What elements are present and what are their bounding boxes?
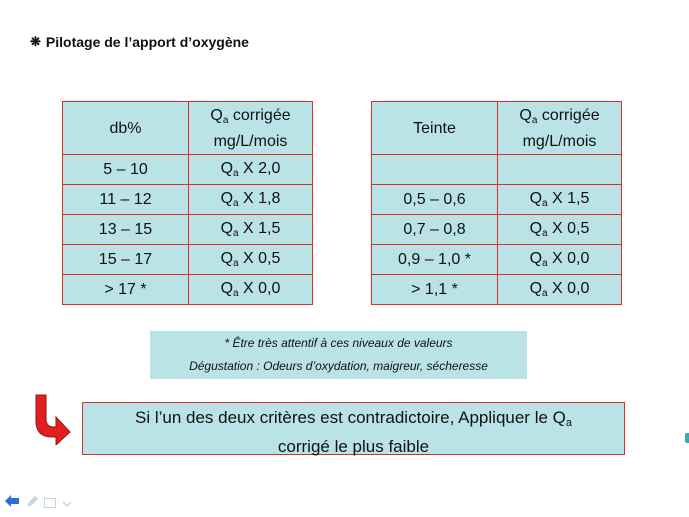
slide-nav-toolbar xyxy=(4,494,72,513)
range-cell xyxy=(372,155,498,185)
range-cell: > 17 * xyxy=(63,275,189,305)
table-row xyxy=(372,275,622,305)
note-line-2: Dégustation : Odeurs d’oxydation, maigreur, sécheresse xyxy=(189,359,488,373)
slide-title-text: Pilotage de l’apport d’oxygène xyxy=(45,34,249,50)
db-correction-table xyxy=(62,101,313,305)
curved-down-right-arrow-icon xyxy=(30,393,72,445)
asterisk-bullet-icon: ❋ xyxy=(30,34,41,49)
range-cell: 5 – 10 xyxy=(63,155,189,185)
table-row xyxy=(372,215,622,245)
slides-icon[interactable] xyxy=(44,495,56,513)
qa-cell: $Q_a$ X 0,0 xyxy=(498,275,622,305)
range-cell: 11 – 12 xyxy=(63,185,189,215)
qa-cell: $Q_a$ X 0,0 xyxy=(189,275,313,305)
warning-note xyxy=(150,331,527,379)
table-header-row xyxy=(63,102,313,155)
slide-edge-marker xyxy=(685,433,689,443)
range-cell: > 1,1 * xyxy=(372,275,498,305)
header-db: db% xyxy=(63,102,189,155)
header-qa-corrigee: $Q_a$ corrigée mg/L/mois xyxy=(189,102,313,155)
slide-title xyxy=(30,34,249,50)
range-cell: 0,7 – 0,8 xyxy=(372,215,498,245)
qa-cell: $Q_a$ X 0,5 xyxy=(189,245,313,275)
menu-chevron-icon[interactable] xyxy=(62,495,72,513)
rule-callout: Si l’un des deux critères est contradictoire, Appliquer le $Q_a$ corrigé le plus faible xyxy=(82,402,625,455)
qa-cell xyxy=(498,155,622,185)
table-row xyxy=(63,215,313,245)
table-row xyxy=(63,185,313,215)
table-row xyxy=(372,185,622,215)
range-cell: 15 – 17 xyxy=(63,245,189,275)
qa-cell: $Q_a$ X 1,8 xyxy=(189,185,313,215)
range-cell: 0,9 – 1,0 * xyxy=(372,245,498,275)
table-row xyxy=(63,155,313,185)
header-teinte: Teinte xyxy=(372,102,498,155)
pen-icon[interactable] xyxy=(26,495,38,513)
qa-cell: $Q_a$ X 1,5 xyxy=(498,185,622,215)
range-cell: 0,5 – 0,6 xyxy=(372,185,498,215)
teinte-correction-table xyxy=(371,101,622,305)
note-line-1: * Être très attentif à ces niveaux de valeurs xyxy=(224,336,453,350)
table-row xyxy=(372,155,622,185)
range-cell: 13 – 15 xyxy=(63,215,189,245)
back-arrow-icon[interactable] xyxy=(4,494,20,513)
header-qa-corrigee: $Q_a$ corrigée mg/L/mois xyxy=(498,102,622,155)
table-row xyxy=(63,275,313,305)
table-header-row xyxy=(372,102,622,155)
qa-cell: $Q_a$ X 1,5 xyxy=(189,215,313,245)
qa-cell: $Q_a$ X 0,0 xyxy=(498,245,622,275)
table-row xyxy=(63,245,313,275)
table-row xyxy=(372,245,622,275)
qa-cell: $Q_a$ X 0,5 xyxy=(498,215,622,245)
qa-cell: $Q_a$ X 2,0 xyxy=(189,155,313,185)
